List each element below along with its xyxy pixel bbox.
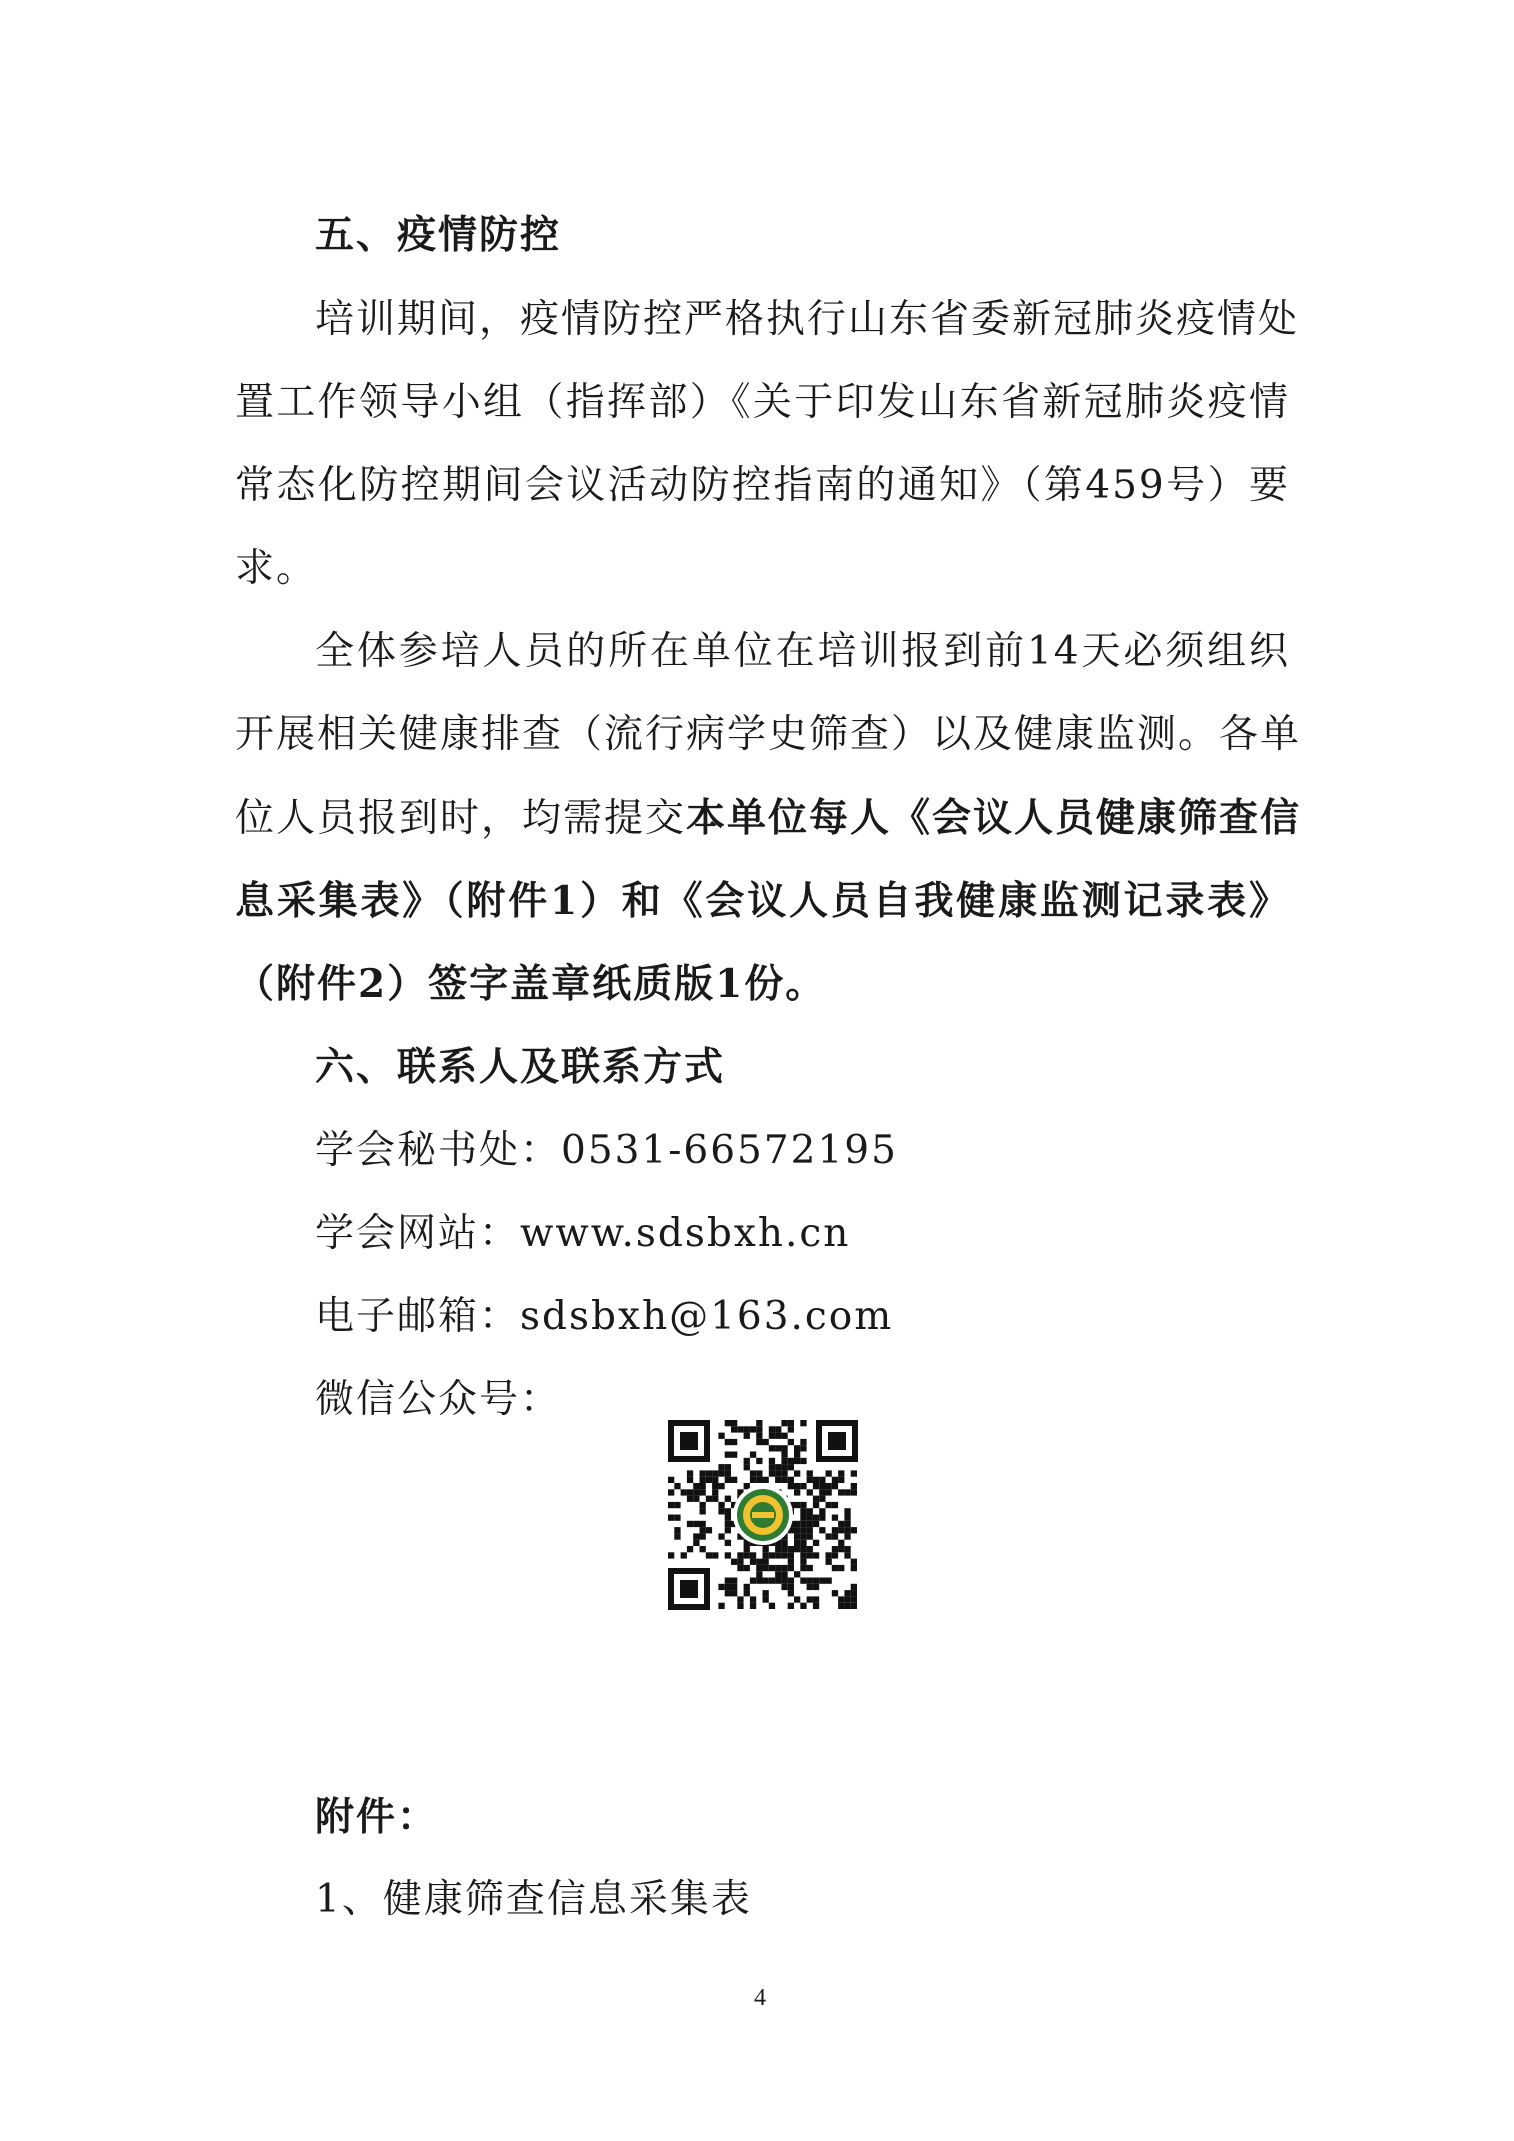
paragraph-line: 求。 [235,546,318,591]
contact-website: 学会网站：www.sdsbxh.cn [315,1211,851,1256]
paragraph-line: 开展相关健康排查（流行病学史筛查）以及健康监测。各单 [235,712,1302,757]
paragraph-line: 常态化防控期间会议活动防控指南的通知》（第459号）要 [235,463,1290,508]
section6-heading: 六、联系人及联系方式 [315,1045,726,1090]
paragraph-bold-line: 息采集表》（附件1）和《会议人员自我健康监测记录表》 [235,878,1290,924]
attachments-heading: 附件： [315,1795,439,1840]
paragraph-bold-line: （附件2）签字盖章纸质版1份。 [235,961,827,1007]
section5-heading: 五、疫情防控 [315,213,562,258]
contact-email: 电子邮箱：sdsbxh@163.com [315,1294,894,1339]
paragraph-line: 置工作领导小组（指挥部）《关于印发山东省新冠肺炎疫情 [235,380,1290,425]
contact-secretariat: 学会秘书处：0531-66572195 [315,1128,898,1173]
paragraph-line: 培训期间，疫情防控严格执行山东省委新冠肺炎疫情处 [315,297,1300,342]
paragraph-line: 全体参培人员的所在单位在培训报到前14天必须组织 [315,629,1290,674]
paragraph-text: 位人员报到时，均需提交 [235,796,687,841]
page-number: 4 [754,1985,766,2011]
paragraph-line [235,790,1301,847]
contact-wechat: 微信公众号： [315,1377,562,1422]
attachment-item: 1、健康筛查信息采集表 [315,1877,752,1922]
qr-code-icon [668,1420,858,1610]
paragraph-bold-text: 本单位每人《会议人员健康筛查信 [686,795,1302,841]
